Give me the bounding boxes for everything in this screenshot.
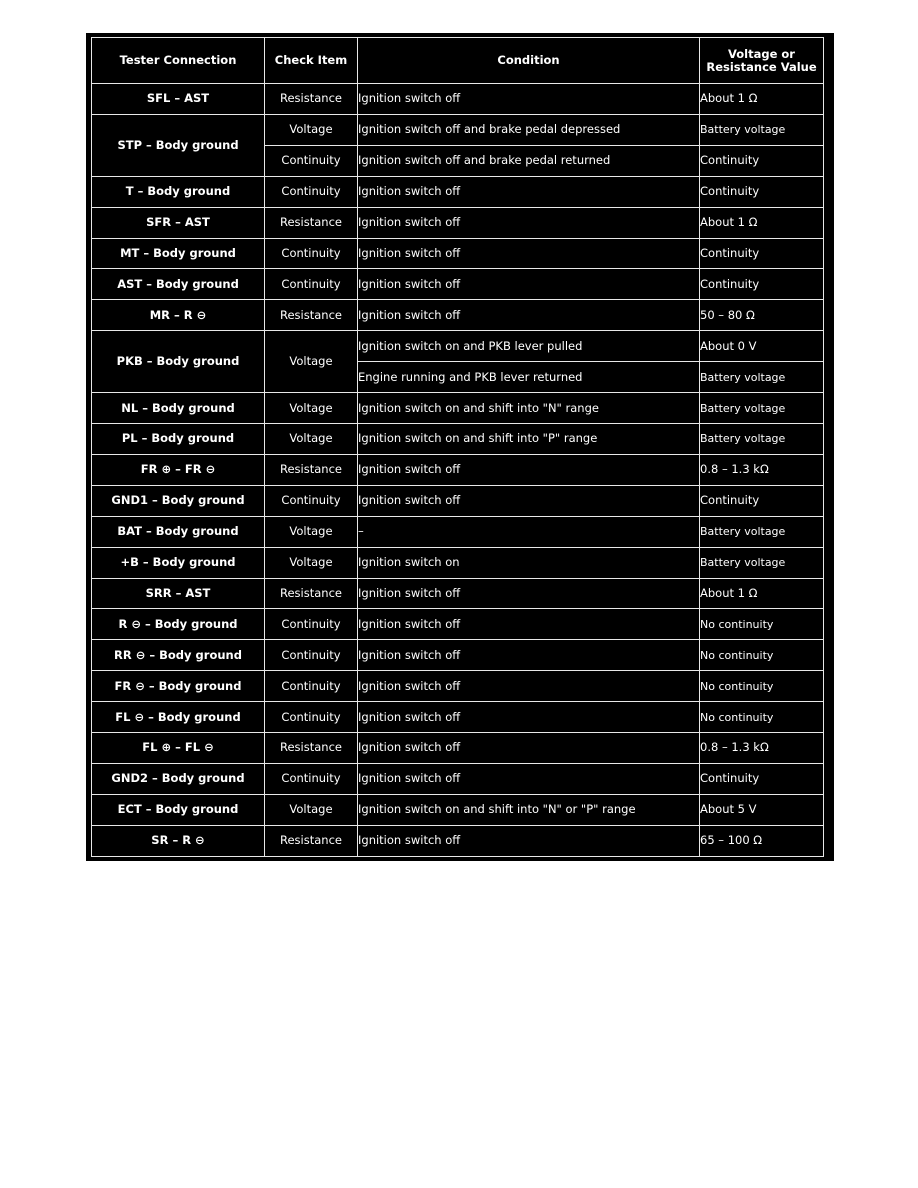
condition-cell: Ignition switch off bbox=[358, 485, 700, 516]
table-row bbox=[92, 671, 824, 702]
check-item-cell: Voltage bbox=[265, 516, 358, 547]
value-cell: Battery voltage bbox=[700, 393, 824, 424]
value-cell: About 0 V bbox=[700, 331, 824, 362]
table-row bbox=[92, 423, 824, 454]
table-row bbox=[92, 269, 824, 300]
header-tester-connection: Tester Connection bbox=[92, 38, 265, 84]
header-value-line1: Voltage or bbox=[728, 46, 795, 61]
tester-connection-cell: RR ⊖ – Body ground bbox=[92, 640, 265, 671]
header-value bbox=[700, 38, 824, 84]
table-row bbox=[92, 300, 824, 331]
check-item-cell: Continuity bbox=[265, 269, 358, 300]
condition-cell: Ignition switch on and shift into "N" or "P" range bbox=[358, 794, 700, 825]
condition-cell: Ignition switch off and brake pedal returned bbox=[358, 145, 700, 176]
value-cell: 50 – 80 Ω bbox=[700, 300, 824, 331]
condition-cell: Ignition switch off bbox=[358, 763, 700, 794]
check-item-cell: Voltage bbox=[265, 331, 358, 393]
table-row bbox=[92, 609, 824, 640]
condition-cell: Ignition switch off bbox=[358, 84, 700, 115]
value-cell: No continuity bbox=[700, 640, 824, 671]
value-cell: About 5 V bbox=[700, 794, 824, 825]
header-check-item: Check Item bbox=[265, 38, 358, 84]
tester-connection-cell: MR – R ⊖ bbox=[92, 300, 265, 331]
condition-cell: Engine running and PKB lever returned bbox=[358, 362, 700, 393]
condition-cell: Ignition switch off and brake pedal depressed bbox=[358, 114, 700, 145]
value-cell: 0.8 – 1.3 kΩ bbox=[700, 733, 824, 764]
tester-connection-cell: R ⊖ – Body ground bbox=[92, 609, 265, 640]
condition-cell: Ignition switch off bbox=[358, 733, 700, 764]
condition-cell: Ignition switch on and PKB lever pulled bbox=[358, 331, 700, 362]
tester-connection-cell: PKB – Body ground bbox=[92, 331, 265, 393]
check-item-cell: Resistance bbox=[265, 578, 358, 609]
check-item-cell: Voltage bbox=[265, 423, 358, 454]
table-row bbox=[92, 733, 824, 764]
check-item-cell: Voltage bbox=[265, 393, 358, 424]
value-cell: No continuity bbox=[700, 702, 824, 733]
check-item-cell: Continuity bbox=[265, 671, 358, 702]
check-item-cell: Resistance bbox=[265, 207, 358, 238]
value-cell: Battery voltage bbox=[700, 362, 824, 393]
header-row bbox=[92, 38, 824, 84]
table-row bbox=[92, 578, 824, 609]
value-cell: No continuity bbox=[700, 609, 824, 640]
tester-connection-cell: GND1 – Body ground bbox=[92, 485, 265, 516]
value-cell: About 1 Ω bbox=[700, 207, 824, 238]
tester-connection-cell: SRR – AST bbox=[92, 578, 265, 609]
header-condition: Condition bbox=[358, 38, 700, 84]
tester-connection-cell: SR – R ⊖ bbox=[92, 825, 265, 856]
table-row bbox=[92, 763, 824, 794]
table-row bbox=[92, 84, 824, 115]
value-cell: Battery voltage bbox=[700, 516, 824, 547]
tester-connection-cell: MT – Body ground bbox=[92, 238, 265, 269]
condition-cell: Ignition switch on bbox=[358, 547, 700, 578]
value-cell: About 1 Ω bbox=[700, 578, 824, 609]
condition-cell: Ignition switch on and shift into "N" range bbox=[358, 393, 700, 424]
check-item-cell: Continuity bbox=[265, 238, 358, 269]
check-item-cell: Continuity bbox=[265, 145, 358, 176]
value-cell: Continuity bbox=[700, 269, 824, 300]
value-cell: Continuity bbox=[700, 763, 824, 794]
table-row bbox=[92, 238, 824, 269]
table-row bbox=[92, 516, 824, 547]
table-row bbox=[92, 393, 824, 424]
condition-cell: Ignition switch off bbox=[358, 207, 700, 238]
condition-cell: Ignition switch off bbox=[358, 671, 700, 702]
header-value-line2: Resistance Value bbox=[706, 59, 817, 74]
check-item-cell: Resistance bbox=[265, 84, 358, 115]
value-cell: Battery voltage bbox=[700, 547, 824, 578]
table-row bbox=[92, 454, 824, 485]
table-row bbox=[92, 640, 824, 671]
check-item-cell: Continuity bbox=[265, 609, 358, 640]
tester-connection-cell: SFL – AST bbox=[92, 84, 265, 115]
value-cell: 0.8 – 1.3 kΩ bbox=[700, 454, 824, 485]
condition-cell: Ignition switch off bbox=[358, 238, 700, 269]
table-row bbox=[92, 547, 824, 578]
condition-cell: – bbox=[358, 516, 700, 547]
tester-connection-table bbox=[91, 37, 824, 857]
tester-connection-cell: NL – Body ground bbox=[92, 393, 265, 424]
check-item-cell: Resistance bbox=[265, 825, 358, 856]
tester-connection-cell: STP – Body ground bbox=[92, 114, 265, 176]
tester-connection-cell: SFR – AST bbox=[92, 207, 265, 238]
table-row bbox=[92, 331, 824, 362]
tester-connection-cell: FR ⊖ – Body ground bbox=[92, 671, 265, 702]
table-row bbox=[92, 794, 824, 825]
check-item-cell: Resistance bbox=[265, 733, 358, 764]
condition-cell: Ignition switch off bbox=[358, 176, 700, 207]
table-row bbox=[92, 825, 824, 856]
check-item-cell: Voltage bbox=[265, 794, 358, 825]
tester-connection-cell: FL ⊕ – FL ⊖ bbox=[92, 733, 265, 764]
check-item-cell: Voltage bbox=[265, 114, 358, 145]
condition-cell: Ignition switch on and shift into "P" range bbox=[358, 423, 700, 454]
condition-cell: Ignition switch off bbox=[358, 578, 700, 609]
condition-cell: Ignition switch off bbox=[358, 640, 700, 671]
value-cell: 65 – 100 Ω bbox=[700, 825, 824, 856]
condition-cell: Ignition switch off bbox=[358, 300, 700, 331]
spec-table-sheet bbox=[86, 33, 834, 861]
table-row bbox=[92, 207, 824, 238]
tester-connection-cell: T – Body ground bbox=[92, 176, 265, 207]
value-cell: Continuity bbox=[700, 238, 824, 269]
table-row bbox=[92, 114, 824, 145]
value-cell: About 1 Ω bbox=[700, 84, 824, 115]
tester-connection-cell: +B – Body ground bbox=[92, 547, 265, 578]
table-row bbox=[92, 702, 824, 733]
value-cell: Battery voltage bbox=[700, 114, 824, 145]
value-cell: Continuity bbox=[700, 176, 824, 207]
condition-cell: Ignition switch off bbox=[358, 454, 700, 485]
tester-connection-cell: GND2 – Body ground bbox=[92, 763, 265, 794]
condition-cell: Ignition switch off bbox=[358, 269, 700, 300]
check-item-cell: Voltage bbox=[265, 547, 358, 578]
value-cell: Continuity bbox=[700, 485, 824, 516]
check-item-cell: Continuity bbox=[265, 763, 358, 794]
value-cell: No continuity bbox=[700, 671, 824, 702]
tester-connection-cell: AST – Body ground bbox=[92, 269, 265, 300]
check-item-cell: Resistance bbox=[265, 454, 358, 485]
tester-connection-cell: FR ⊕ – FR ⊖ bbox=[92, 454, 265, 485]
check-item-cell: Continuity bbox=[265, 702, 358, 733]
check-item-cell: Continuity bbox=[265, 485, 358, 516]
condition-cell: Ignition switch off bbox=[358, 609, 700, 640]
table-row bbox=[92, 176, 824, 207]
tester-connection-cell: PL – Body ground bbox=[92, 423, 265, 454]
check-item-cell: Continuity bbox=[265, 640, 358, 671]
tester-connection-cell: BAT – Body ground bbox=[92, 516, 265, 547]
value-cell: Continuity bbox=[700, 145, 824, 176]
tester-connection-cell: ECT – Body ground bbox=[92, 794, 265, 825]
check-item-cell: Resistance bbox=[265, 300, 358, 331]
condition-cell: Ignition switch off bbox=[358, 825, 700, 856]
tester-connection-cell: FL ⊖ – Body ground bbox=[92, 702, 265, 733]
check-item-cell: Continuity bbox=[265, 176, 358, 207]
value-cell: Battery voltage bbox=[700, 423, 824, 454]
condition-cell: Ignition switch off bbox=[358, 702, 700, 733]
table-row bbox=[92, 485, 824, 516]
